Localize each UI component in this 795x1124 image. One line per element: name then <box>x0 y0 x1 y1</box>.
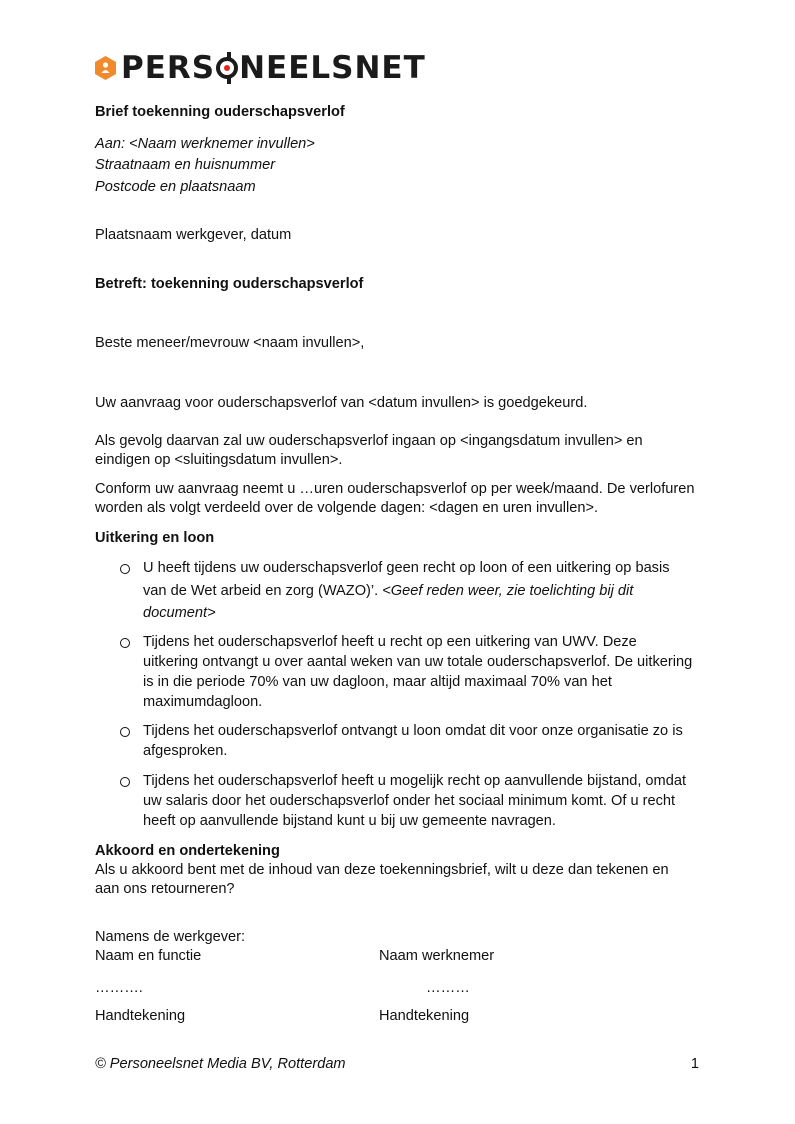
signature-employee-sign-label: Handtekening <box>379 1008 470 1024</box>
signature-on-behalf: Namens de werkgever: <box>95 929 246 945</box>
logo-badge-icon <box>95 56 116 80</box>
bullet-circle-icon <box>120 638 130 648</box>
akkoord-text-line2: aan ons retourneren? <box>95 881 235 897</box>
section-heading-uitkering: Uitkering en loon <box>95 530 215 546</box>
signature-employee-name-label: Naam werknemer <box>379 948 495 964</box>
paragraph-dates-line2: eindigen op <sluitingsdatum invullen>. <box>95 452 343 468</box>
section-heading-akkoord: Akkoord en ondertekening <box>95 843 280 859</box>
bullet-line: uitkering ontvangt u over aantal weken van uw totale ouderschapsverlof. De uitkering <box>143 654 693 670</box>
bullet-line: Tijdens het ouderschapsverlof heeft u recht op een uitkering van UWV. Deze <box>143 634 637 650</box>
bullet-line: van de Wet arbeid en zorg (WAZO)’. <Geef reden weer, zie toelichting bij dit <box>143 583 634 599</box>
signature-employer-dots: ………. <box>95 980 143 996</box>
footer-copyright: © Personeelsnet Media BV, Rotterdam <box>95 1056 346 1072</box>
bullet-line: document> <box>143 605 216 621</box>
brand-logo <box>95 50 426 86</box>
salutation: Beste meneer/mevrouw <naam invullen>, <box>95 335 365 351</box>
bullet-line: uw salaris door het ouderschapsverlof onder het sociaal minimum komt. Of u recht <box>143 793 676 809</box>
logo-text-start: PERS <box>121 49 216 86</box>
bullet-line: heeft op aanvullende bijstand kunt u bij uw gemeente navragen. <box>143 813 556 829</box>
bullet-line: is in die periode 70% van uw dagloon, maar altijd maximaal 70% van het <box>143 674 612 690</box>
subject-line: Betreft: toekenning ouderschapsverlof <box>95 276 364 292</box>
letter-title: Brief toekenning ouderschapsverlof <box>95 104 345 120</box>
bullet-circle-icon <box>120 777 130 787</box>
bullet-line: Tijdens het ouderschapsverlof heeft u mogelijk recht op aanvullende bijstand, omdat <box>143 773 686 789</box>
bullet-circle-icon <box>120 564 130 574</box>
address-postcode: Postcode en plaatsnaam <box>95 179 256 195</box>
footer-page-number: 1 <box>690 1056 699 1072</box>
signature-employee-dots: ……… <box>426 980 470 996</box>
paragraph-hours-line1: Conform uw aanvraag neemt u …uren ouderschapsverlof op per week/maand. De verlofuren <box>95 481 695 497</box>
logo-target-icon <box>216 57 238 79</box>
address-street: Straatnaam en huisnummer <box>95 157 276 173</box>
address-recipient: Aan: <Naam werknemer invullen> <box>95 136 315 152</box>
place-date: Plaatsnaam werkgever, datum <box>95 227 292 243</box>
bullet-line: afgesproken. <box>143 743 228 759</box>
signature-employer-name-label: Naam en functie <box>95 948 202 964</box>
logo-wordmark <box>121 49 426 86</box>
signature-employer-sign-label: Handtekening <box>95 1008 186 1024</box>
paragraph-hours-line2: worden als volgt verdeeld over de volgende dagen: <dagen en uren invullen>. <box>95 500 599 516</box>
bullet-line: maximumdagloon. <box>143 694 263 710</box>
paragraph-approval: Uw aanvraag voor ouderschapsverlof van <datum invullen> is goedgekeurd. <box>95 395 588 411</box>
akkoord-text-line1: Als u akkoord bent met de inhoud van deze toekenningsbrief, wilt u deze dan tekenen en <box>95 862 669 878</box>
bullet-line: Tijdens het ouderschapsverlof ontvangt u loon omdat dit voor onze organisatie zo is <box>143 723 683 739</box>
bullet-line: U heeft tijdens uw ouderschapsverlof geen recht op loon of een uitkering op basis <box>143 560 670 576</box>
bullet-circle-icon <box>120 727 130 737</box>
logo-text-end: NEELSNET <box>239 49 426 86</box>
paragraph-dates-line1: Als gevolg daarvan zal uw ouderschapsverlof ingaan op <ingangsdatum invullen> en <box>95 433 643 449</box>
